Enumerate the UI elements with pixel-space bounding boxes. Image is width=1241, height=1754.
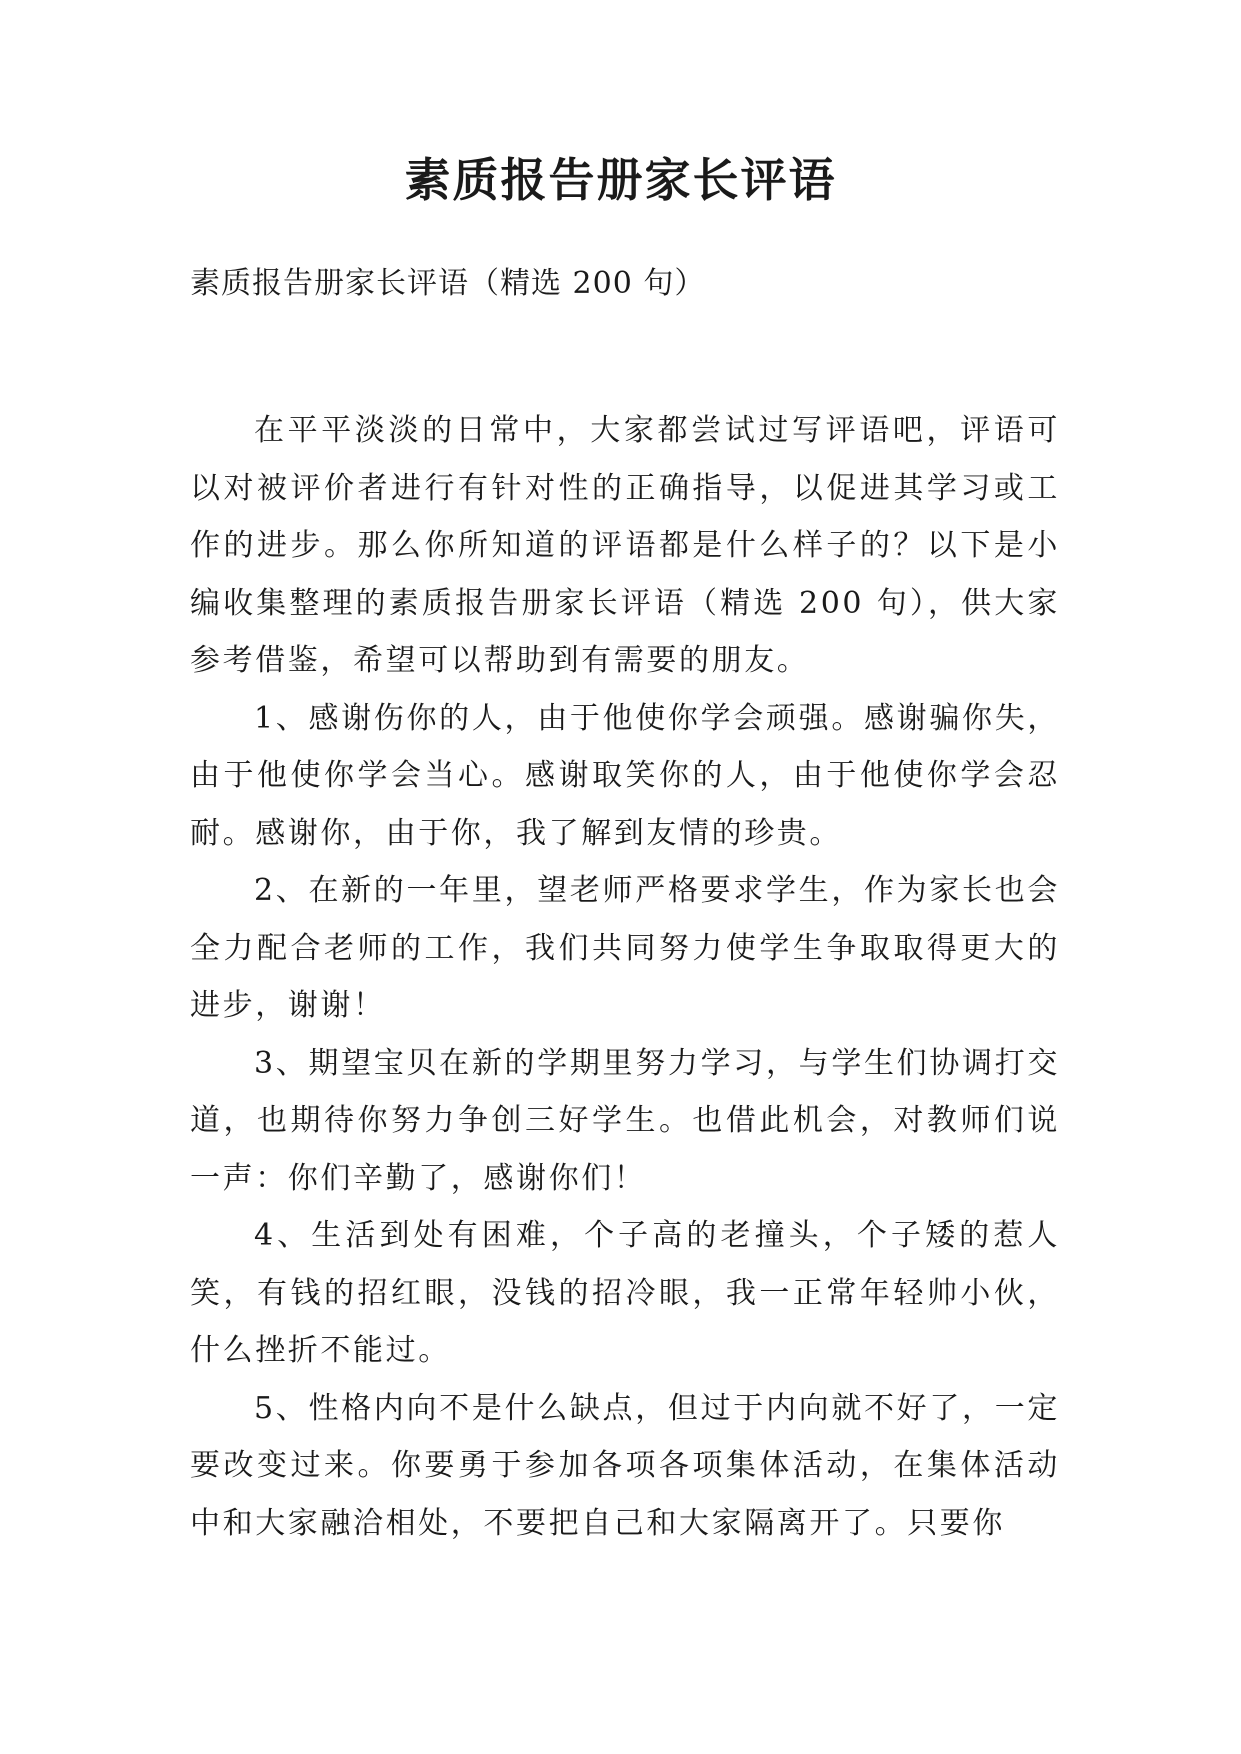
intro-paragraph: 在平平淡淡的日常中，大家都尝试过写评语吧，评语可以对被评价者进行有针对性的正确指导，以促进其学习或工作的进步。那么你所知道的评语都是什么样子的？以下是小编收集整理的素质报告册家长评语（精选 200 句），供大家参考借鉴，希望可以帮助到有需要的朋友。	[190, 413, 1060, 678]
document-body	[190, 402, 1060, 1552]
comment-paragraph-5: 5、性格内向不是什么缺点，但过于内向就不好了，一定要改变过来。你要勇于参加各项各项集体活动，在集体活动中和大家融洽相处，不要把自己和大家隔离开了。只要你	[190, 1390, 1060, 1541]
comment-paragraph-4: 4、生活到处有困难，个子高的老撞头，个子矮的惹人笑，有钱的招红眼，没钱的招冷眼，我一正常年轻帅小伙，什么挫折不能过。	[190, 1218, 1060, 1368]
comment-paragraph-1: 1、感谢伤你的人，由于他使你学会顽强。感谢骗你失，由于他使你学会当心。感谢取笑你的人，由于他使你学会忍耐。感谢你，由于你，我了解到友情的珍贵。	[190, 700, 1060, 851]
comment-paragraph-2: 2、在新的一年里，望老师严格要求学生，作为家长也会全力配合老师的工作，我们共同努力使学生争取取得更大的进步，谢谢！	[190, 873, 1060, 1023]
document-subtitle: 素质报告册家长评语（精选 200 句）	[190, 266, 706, 301]
comment-paragraph-3: 3、期望宝贝在新的学期里努力学习，与学生们协调打交道，也期待你努力争创三好学生。也借此机会，对教师们说一声：你们辛勤了，感谢你们！	[190, 1045, 1060, 1196]
document-title: 素质报告册家长评语	[404, 153, 837, 207]
